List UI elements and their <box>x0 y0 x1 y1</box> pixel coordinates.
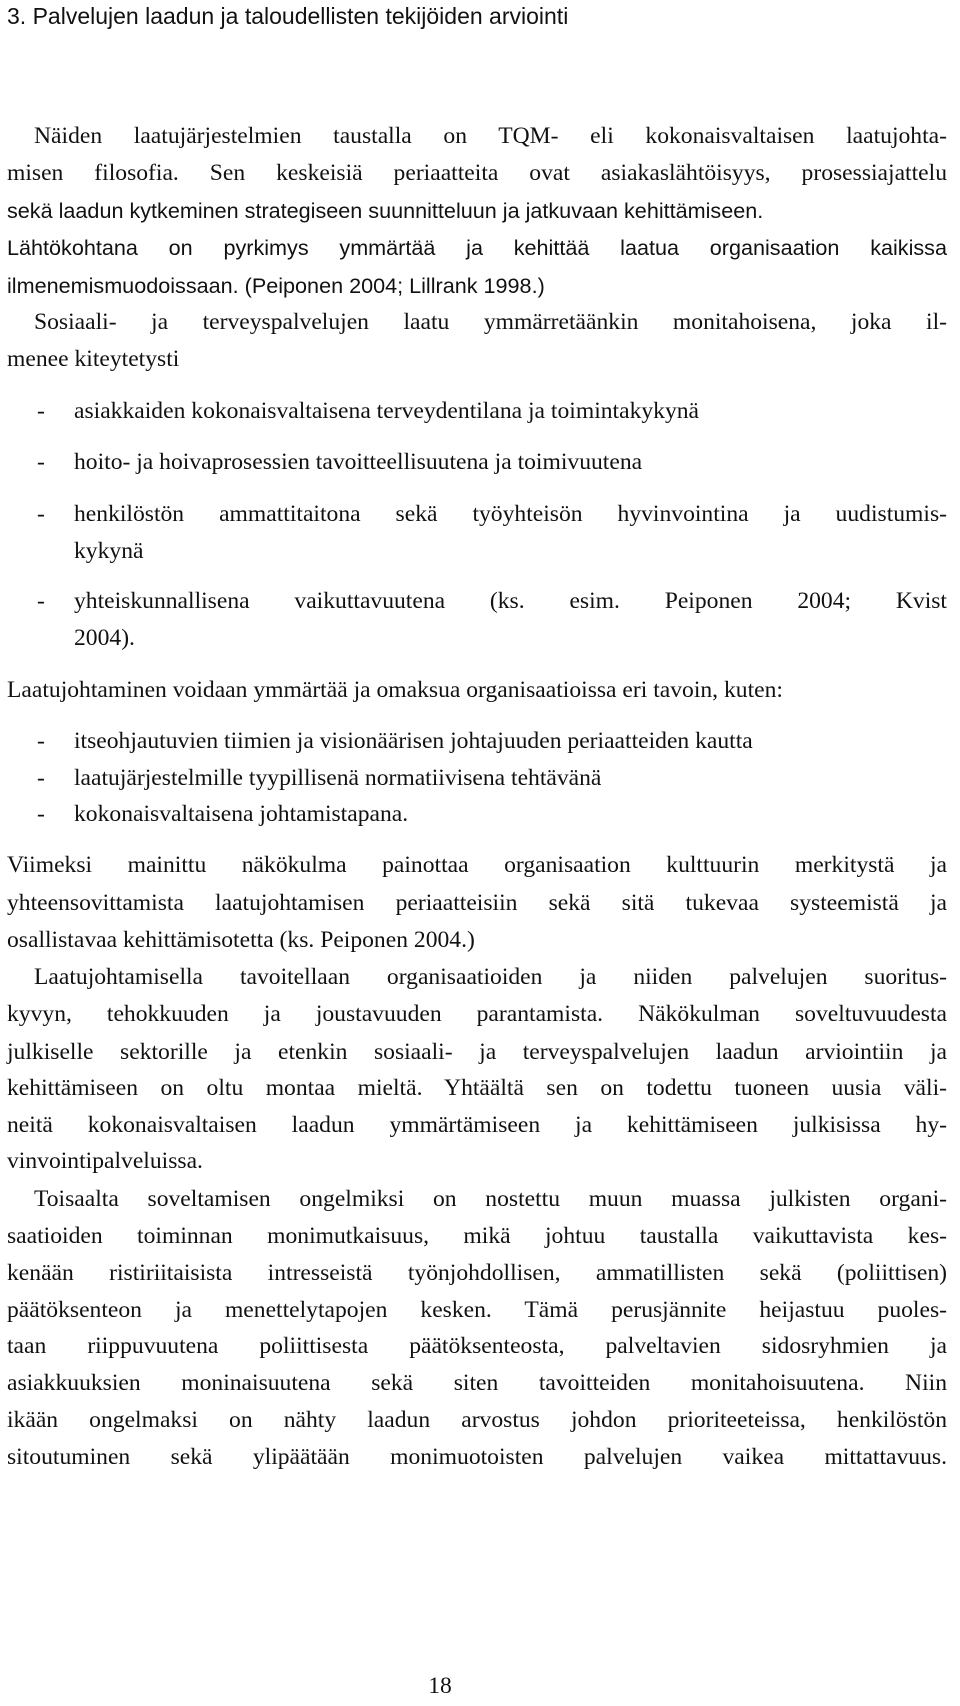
paragraph-line: menee kiteytetysti <box>7 346 180 372</box>
list-item: henkilöstön ammattitaitona sekä työyhteisön hyvinvointina ja uudistumis- <box>74 501 947 527</box>
list-item: itseohjautuvien tiimien ja visionäärisen johtajuuden periaatteiden kautta <box>74 728 753 754</box>
paragraph-line: Näiden laatujärjestelmien taustalla on TQM- eli kokonaisvaltaisen laatujohta- <box>34 123 947 149</box>
paragraph-line: Lähtökohtana on pyrkimys ymmärtää ja kehittää laatua organisaation kaikissa <box>7 235 947 260</box>
paragraph-line: julkiselle sektorille ja etenkin sosiaali- ja terveyspalvelujen laadun arviointiin ja <box>7 1039 947 1065</box>
list-item: hoito- ja hoivaprosessien tavoitteellisuutena ja toimivuutena <box>74 449 643 475</box>
paragraph-line: misen filosofia. Sen keskeisiä periaatteita ovat asiakaslähtöisyys, prosessiajattelu <box>7 160 947 186</box>
paragraph-line: kenään ristiriitaisista intresseistä työnjohdollisen, ammatillisten sekä (poliittisen) <box>7 1260 947 1286</box>
list-item-continuation: 2004). <box>74 625 135 651</box>
paragraph-line: Laatujohtaminen voidaan ymmärtää ja omaksua organisaatioissa eri tavoin, kuten: <box>7 677 783 703</box>
list-bullet: - <box>37 728 45 754</box>
paragraph-line: osallistavaa kehittämisotetta (ks. Peiponen 2004.) <box>7 927 475 953</box>
paragraph-line: sitoutuminen sekä ylipäätään monimuotoisten palvelujen vaikea mittattavuus. <box>7 1444 947 1470</box>
list-bullet: - <box>37 501 45 527</box>
list-bullet: - <box>37 588 45 614</box>
paragraph-line: yhteensovittamista laatujohtamisen periaatteisiin sekä sitä tukevaa systeemistä ja <box>7 890 947 916</box>
paragraph-line: kyvyn, tehokkuuden ja joustavuuden parantamista. Näkökulman soveltuvuudesta <box>7 1001 947 1027</box>
paragraph-line: päätöksenteon ja menettelytapojen kesken. Tämä perusjännite heijastuu puoles- <box>7 1297 947 1323</box>
paragraph-line: ilmenemismuodoissaan. (Peiponen 2004; Lillrank 1998.) <box>7 273 545 298</box>
paragraph-line: kehittämiseen on oltu montaa mieltä. Yhtäältä sen on todettu tuoneen uusia väli- <box>7 1075 947 1101</box>
list-bullet: - <box>37 765 45 791</box>
paragraph-line: taan riippuvuutena poliittisesta päätöksenteosta, palveltavien sidosryhmien ja <box>7 1333 947 1359</box>
list-item: yhteiskunnallisena vaikuttavuutena (ks. esim. Peiponen 2004; Kvist <box>74 588 947 614</box>
list-item: asiakkaiden kokonaisvaltaisena terveydentilana ja toimintakykynä <box>74 398 700 424</box>
paragraph-line: sekä laadun kytkeminen strategiseen suunnitteluun ja jatkuvaan kehittämiseen. <box>7 198 764 223</box>
list-bullet: - <box>37 398 45 424</box>
paragraph-line: neitä kokonaisvaltaisen laadun ymmärtämiseen ja kehittämiseen julkisissa hy- <box>7 1112 947 1138</box>
paragraph-line: asiakkuuksien moninaisuutena sekä siten tavoitteiden monitahoisuutena. Niin <box>7 1370 947 1396</box>
paragraph-line: ikään ongelmaksi on nähty laadun arvostus johdon prioriteeteissa, henkilöstön <box>7 1407 947 1433</box>
paragraph-line: Toisaalta soveltamisen ongelmiksi on nostettu muun muassa julkisten organi- <box>34 1186 947 1212</box>
paragraph-line: saatioiden toiminnan monimutkaisuus, mikä johtuu taustalla vaikuttavista kes- <box>7 1223 947 1249</box>
list-bullet: - <box>37 801 45 827</box>
section-heading: 3. Palvelujen laadun ja taloudellisten tekijöiden arviointi <box>7 3 569 29</box>
paragraph-line: Laatujohtamisella tavoitellaan organisaatioiden ja niiden palvelujen suoritus- <box>34 964 947 990</box>
list-item: kokonaisvaltaisena johtamistapana. <box>74 801 409 827</box>
paragraph-line: vinvointipalveluissa. <box>7 1148 203 1174</box>
paragraph-line: Sosiaali- ja terveyspalvelujen laatu ymmärretäänkin monitahoisena, joka il- <box>34 309 947 335</box>
list-bullet: - <box>37 449 45 475</box>
page-number: 18 <box>428 1673 452 1699</box>
list-item: laatujärjestelmille tyypillisenä normatiivisena tehtävänä <box>74 765 602 791</box>
list-item-continuation: kykynä <box>74 538 144 564</box>
paragraph-line: Viimeksi mainittu näkökulma painottaa organisaation kulttuurin merkitystä ja <box>7 852 947 878</box>
